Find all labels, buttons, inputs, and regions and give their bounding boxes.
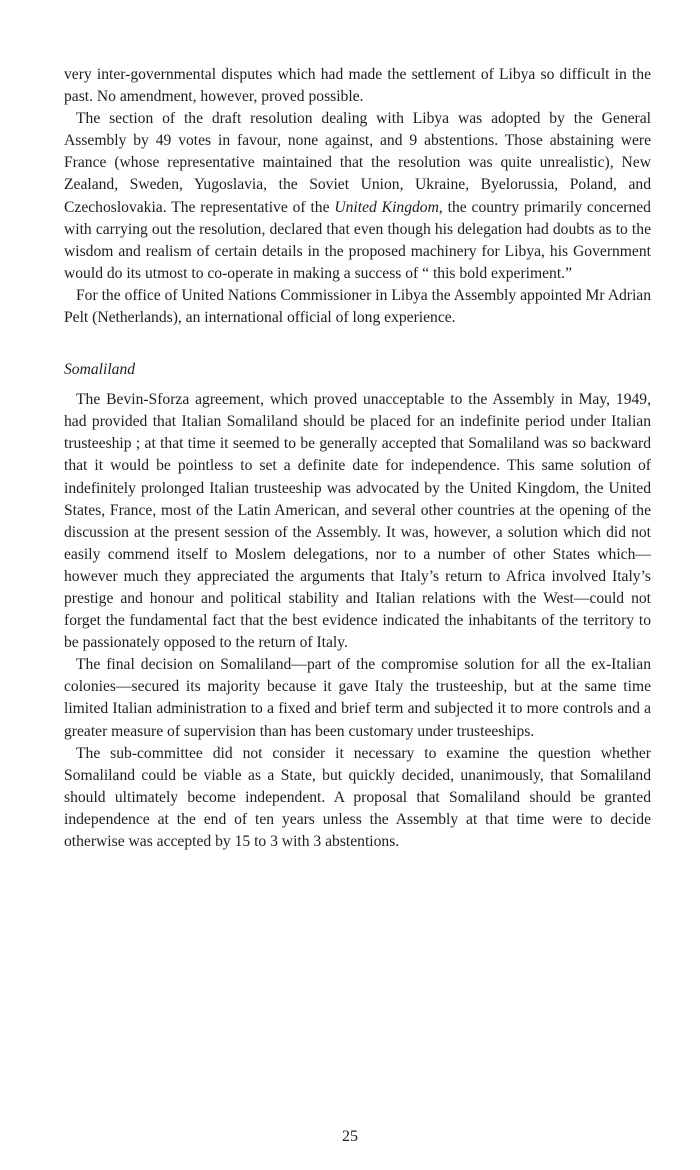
italic-united-kingdom: United Kingdom [334, 198, 439, 216]
paragraph-libya-1: very inter-governmental disputes which had made the settlement of Libya so difficult in the past. No amendment, however, proved possible. [64, 66, 651, 106]
paragraph-somaliland-2: The final decision on Somaliland—part of the compromise solution for all the ex-Italian colonies—secured its majority because it gave Italy the trusteeship, but at the same time limited Italian administration to a fixed and brief term and subjected it to more controls and a greater measure of supervision than has been customary under trusteeships. [64, 656, 651, 740]
paragraph-libya-2: The section of the draft resolution dealing with Libya was adopted by the General Assembly by 49 votes in favour, none against, and 9 abstentions. Those abstaining were France (whose representative maintained that the resolution was quite unrealistic), New Zealand, Sweden, Yugoslavia, the Soviet Union, Ukraine, Byelorussia, Poland, and Czechoslovakia. The representative of the United Kingdom, the country primarily concerned with carrying out the resolution, declared that even though his delegation had doubts as to the wisdom and realism of certain details in the proposed machinery for Libya, his Government would do its utmost to co-operate in making a success of “ this bold experiment.” [64, 110, 651, 282]
paragraph-libya-3: For the office of United Nations Commissioner in Libya the Assembly appointed Mr Adrian Pelt (Netherlands), an international official of long experience. [64, 286, 651, 327]
section-heading-somaliland: Somaliland [64, 361, 136, 379]
paragraph-somaliland-3: The sub-committee did not consider it necessary to examine the question whether Somaliland could be viable as a State, but quickly decided, unanimously, that Somaliland should ultimately become independent. A proposal that Somaliland should be granted independence at the end of ten years unless the Assembly at that time were to decide otherwise was accepted by 15 to 3 with 3 abstentions. [64, 744, 651, 850]
page-body [64, 64, 651, 853]
page-number: 25 [342, 1128, 358, 1145]
paragraph-somaliland-1: The Bevin-Sforza agreement, which proved unacceptable to the Assembly in May, 1949, had provided that Italian Somaliland should be placed for an indefinite period under Italian trusteeship ; at that time it seemed to be generally accepted that Somaliland was so backward that it would be pointless to set a definite date for independence. This same solution of indefinitely prolonged Italian trusteeship was advocated by the United Kingdom, the United States, France, most of the Latin American, and several other countries at the opening of the discussion at the present session of the Assembly. It was, however, a solution which did not easily commend itself to Moslem delegations, nor to a number of other States which—however much they appreciated the arguments that Italy’s return to Africa involved Italy’s prestige and honour and political stability and Italian relations with the West—could not forget the fundamental fact that the best evidence indicated the inhabitants of the territory to be passionately opposed to the return of Italy. [64, 391, 651, 652]
